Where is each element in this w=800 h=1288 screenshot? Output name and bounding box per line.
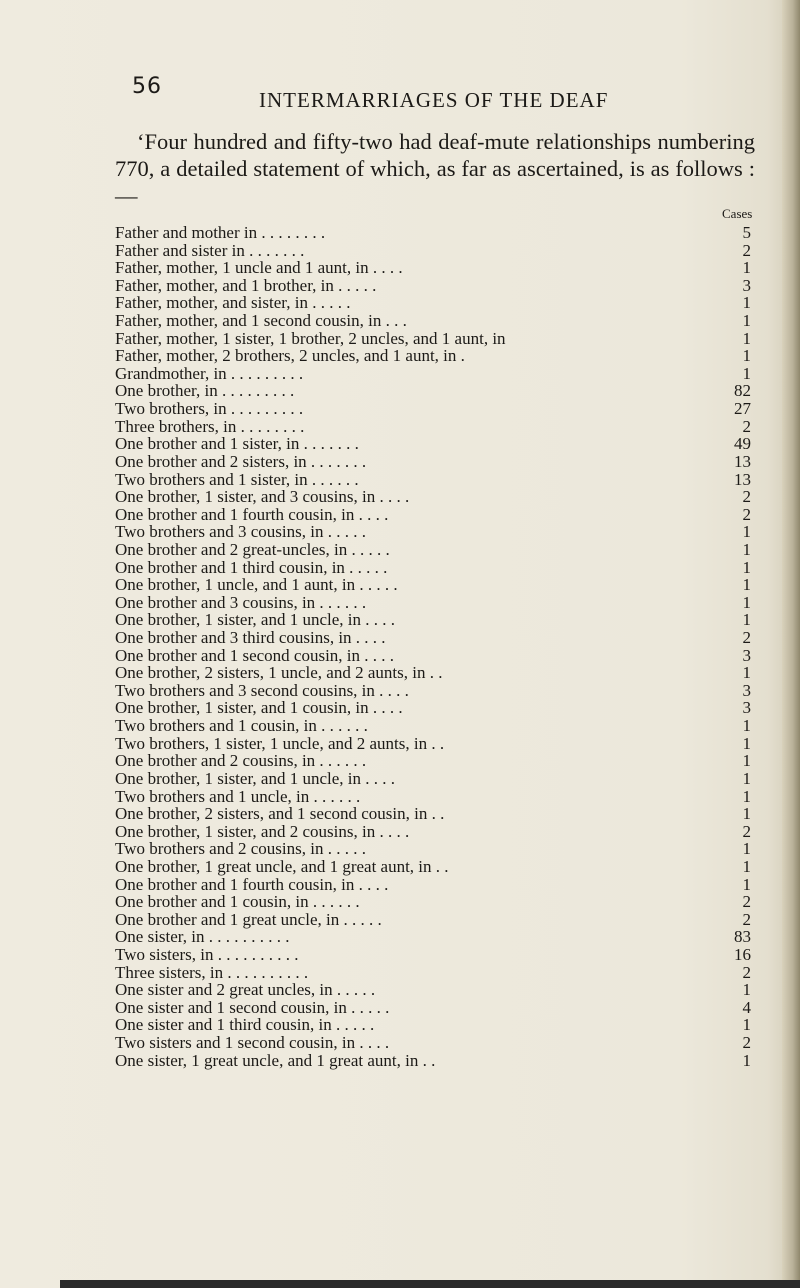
table-row: [115, 611, 751, 629]
relationship-label: Father, mother, and 1 second cousin, in . . .: [115, 311, 407, 331]
table-row: [115, 594, 751, 612]
relationship-label: Father, mother, 2 brothers, 2 uncles, and 1 aunt, in .: [115, 346, 465, 366]
running-head: INTERMARRIAGES OF THE DEAF: [259, 88, 609, 112]
table-row: [115, 999, 751, 1017]
table-row: [115, 488, 751, 506]
relationship-label: One brother and 1 second cousin, in . . . .: [115, 645, 395, 665]
relationship-label: One sister, 1 great uncle, and 1 great aunt, in . .: [115, 1050, 436, 1070]
cases-count: 1: [742, 346, 751, 366]
cases-count: 1: [742, 874, 751, 894]
relationship-label: One brother, 2 sisters, and 1 second cousin, in . .: [115, 804, 445, 824]
table-row: [115, 664, 751, 682]
cases-count: 1: [742, 258, 751, 278]
cases-count: 1: [742, 751, 751, 771]
relationship-label: One brother, 1 sister, and 3 cousins, in . . . .: [115, 487, 410, 507]
relationship-label: Two sisters, in . . . . . . . . . .: [115, 944, 299, 964]
relationship-label: One brother, 1 uncle, and 1 aunt, in . . . . .: [115, 575, 398, 595]
table-row: [115, 330, 751, 348]
cases-count: 2: [742, 1033, 751, 1053]
table-row: [115, 858, 751, 876]
cases-count: 83: [734, 927, 751, 947]
cases-count: 1: [742, 804, 751, 824]
table-row: [115, 735, 751, 753]
cases-count: 13: [734, 451, 751, 471]
cases-count: 1: [742, 1050, 751, 1070]
relationship-label: One brother, in . . . . . . . . .: [115, 381, 295, 401]
relationship-label: Two brothers and 3 cousins, in . . . . .: [115, 522, 366, 542]
table-row: [115, 242, 751, 260]
cases-count: 1: [742, 768, 751, 788]
table-row: [115, 752, 751, 770]
cases-count: 2: [742, 240, 751, 260]
relationship-label: One brother and 1 sister, in . . . . . . .: [115, 434, 359, 454]
table-row: [115, 981, 751, 999]
cases-count: 1: [742, 980, 751, 1000]
relationship-label: Father, mother, 1 uncle and 1 aunt, in . . . .: [115, 258, 403, 278]
relationship-label: One brother and 2 great-uncles, in . . . . .: [115, 539, 390, 559]
relationship-label: Father, mother, and 1 brother, in . . . . .: [115, 275, 377, 295]
table-row: [115, 1016, 751, 1034]
table-row: [115, 876, 751, 894]
relationship-label: Two brothers and 3 second cousins, in . . . .: [115, 680, 409, 700]
table-row: [115, 788, 751, 806]
cases-count: 2: [742, 487, 751, 507]
page-edge: [782, 0, 800, 1288]
page-number: 56: [132, 74, 162, 99]
relationship-label: Two brothers and 1 sister, in . . . . . .: [115, 469, 359, 489]
cases-count: 1: [742, 663, 751, 683]
table-row: [115, 277, 751, 295]
relationship-label: Father and sister in . . . . . . .: [115, 240, 305, 260]
cases-count: 3: [742, 680, 751, 700]
cases-count: 1: [742, 592, 751, 612]
cases-count: 49: [734, 434, 751, 454]
cases-count: 2: [742, 504, 751, 524]
table-row: [115, 347, 751, 365]
table-row: [115, 435, 751, 453]
table-row: [115, 928, 751, 946]
table-row: [115, 418, 751, 436]
relationships-table: [115, 224, 751, 1069]
table-row: [115, 699, 751, 717]
cases-count: 1: [742, 786, 751, 806]
cases-count: 3: [742, 645, 751, 665]
table-row: [115, 312, 751, 330]
cases-count: 1: [742, 839, 751, 859]
cases-count: 1: [742, 293, 751, 313]
cases-count: 2: [742, 821, 751, 841]
cases-count: 27: [734, 399, 751, 419]
cases-count: 2: [742, 909, 751, 929]
cases-count: 5: [742, 223, 751, 242]
relationship-label: One brother and 2 cousins, in . . . . . .: [115, 751, 367, 771]
table-row: [115, 523, 751, 541]
relationship-label: One brother and 2 sisters, in . . . . . . .: [115, 451, 367, 471]
cases-count: 3: [742, 698, 751, 718]
cases-count: 1: [742, 311, 751, 331]
table-row: [115, 629, 751, 647]
table-row: [115, 453, 751, 471]
relationship-label: One brother and 1 fourth cousin, in . . . .: [115, 874, 389, 894]
table-row: [115, 294, 751, 312]
cases-count: 2: [742, 416, 751, 436]
relationship-label: One brother, 1 sister, and 1 cousin, in . . . .: [115, 698, 403, 718]
table-row: [115, 471, 751, 489]
relationship-label: One brother and 3 third cousins, in . . . .: [115, 628, 386, 648]
cases-count: 1: [742, 557, 751, 577]
table-row: [115, 946, 751, 964]
cases-count: 1: [742, 610, 751, 630]
intro-paragraph: ‘Four hundred and fifty-two had deaf-mute relationships numbering 770, a detailed statement of which, as far as ascertained, is as follows :—: [115, 129, 755, 208]
relationship-label: Two brothers, in . . . . . . . . .: [115, 399, 304, 419]
relationship-label: Three brothers, in . . . . . . . .: [115, 416, 305, 436]
relationship-label: One brother, 1 sister, and 1 uncle, in . . . .: [115, 610, 396, 630]
cases-column-heading: Cases: [722, 206, 753, 221]
relationship-label: Two brothers and 1 uncle, in . . . . . .: [115, 786, 361, 806]
table-row: [115, 911, 751, 929]
relationship-label: One brother and 3 cousins, in . . . . . .: [115, 592, 367, 612]
relationship-label: One brother, 1 sister, and 2 cousins, in . . . .: [115, 821, 410, 841]
table-row: [115, 840, 751, 858]
relationship-label: Two brothers, 1 sister, 1 uncle, and 2 aunts, in . .: [115, 733, 445, 753]
cases-count: 13: [734, 469, 751, 489]
relationship-label: One sister, in . . . . . . . . . .: [115, 927, 290, 947]
cases-count: 4: [742, 997, 751, 1017]
table-row: [115, 823, 751, 841]
cases-count: 1: [742, 733, 751, 753]
relationship-label: Father, mother, 1 sister, 1 brother, 2 uncles, and 1 aunt, in: [115, 328, 506, 348]
table-row: [115, 1052, 751, 1070]
table-row: [115, 805, 751, 823]
cases-count: 2: [742, 892, 751, 912]
cases-count: 16: [734, 944, 751, 964]
table-row: [115, 259, 751, 277]
table-row: [115, 506, 751, 524]
relationship-label: One brother and 1 great uncle, in . . . . .: [115, 909, 382, 929]
cases-count: 1: [742, 539, 751, 559]
table-row: [115, 559, 751, 577]
table-row: [115, 717, 751, 735]
relationship-label: One brother, 2 sisters, 1 uncle, and 2 aunts, in . .: [115, 663, 443, 683]
cases-count: 2: [742, 628, 751, 648]
cases-count: 82: [734, 381, 751, 401]
cases-count: 2: [742, 962, 751, 982]
table-row: [115, 647, 751, 665]
relationship-label: One brother and 1 fourth cousin, in . . . .: [115, 504, 389, 524]
relationship-label: Grandmother, in . . . . . . . . .: [115, 363, 304, 383]
cases-count: 1: [742, 363, 751, 383]
relationship-label: One sister and 1 second cousin, in . . . . .: [115, 997, 390, 1017]
relationship-label: One brother and 1 third cousin, in . . . . .: [115, 557, 388, 577]
relationship-label: Father and mother in . . . . . . . .: [115, 223, 326, 242]
table-row: [115, 541, 751, 559]
cases-count: 3: [742, 275, 751, 295]
relationship-label: Three sisters, in . . . . . . . . . .: [115, 962, 309, 982]
relationship-label: Two brothers and 1 cousin, in . . . . . .: [115, 716, 368, 736]
table-row: [115, 964, 751, 982]
table-row: [115, 400, 751, 418]
table-row: [115, 576, 751, 594]
table-row: [115, 382, 751, 400]
page-bottom-edge: [60, 1280, 800, 1288]
cases-count: 1: [742, 856, 751, 876]
relationship-label: Father, mother, and sister, in . . . . .: [115, 293, 351, 313]
table-row: [115, 365, 751, 383]
cases-count: 1: [742, 522, 751, 542]
relationship-label: Two brothers and 2 cousins, in . . . . .: [115, 839, 366, 859]
relationship-label: Two sisters and 1 second cousin, in . . . .: [115, 1033, 390, 1053]
cases-count: 1: [742, 1015, 751, 1035]
table-row: [115, 770, 751, 788]
relationship-label: One sister and 1 third cousin, in . . . . .: [115, 1015, 375, 1035]
table-row: [115, 893, 751, 911]
cases-count: 1: [742, 575, 751, 595]
table-row: [115, 682, 751, 700]
relationship-label: One brother, 1 great uncle, and 1 great aunt, in . .: [115, 856, 449, 876]
relationship-label: One brother, 1 sister, and 1 uncle, in . . . .: [115, 768, 396, 788]
table-row: [115, 1034, 751, 1052]
cases-count: 1: [742, 328, 751, 348]
table-row: [115, 224, 751, 242]
cases-count: 1: [742, 716, 751, 736]
relationship-label: One brother and 1 cousin, in . . . . . .: [115, 892, 360, 912]
relationship-label: One sister and 2 great uncles, in . . . . .: [115, 980, 376, 1000]
